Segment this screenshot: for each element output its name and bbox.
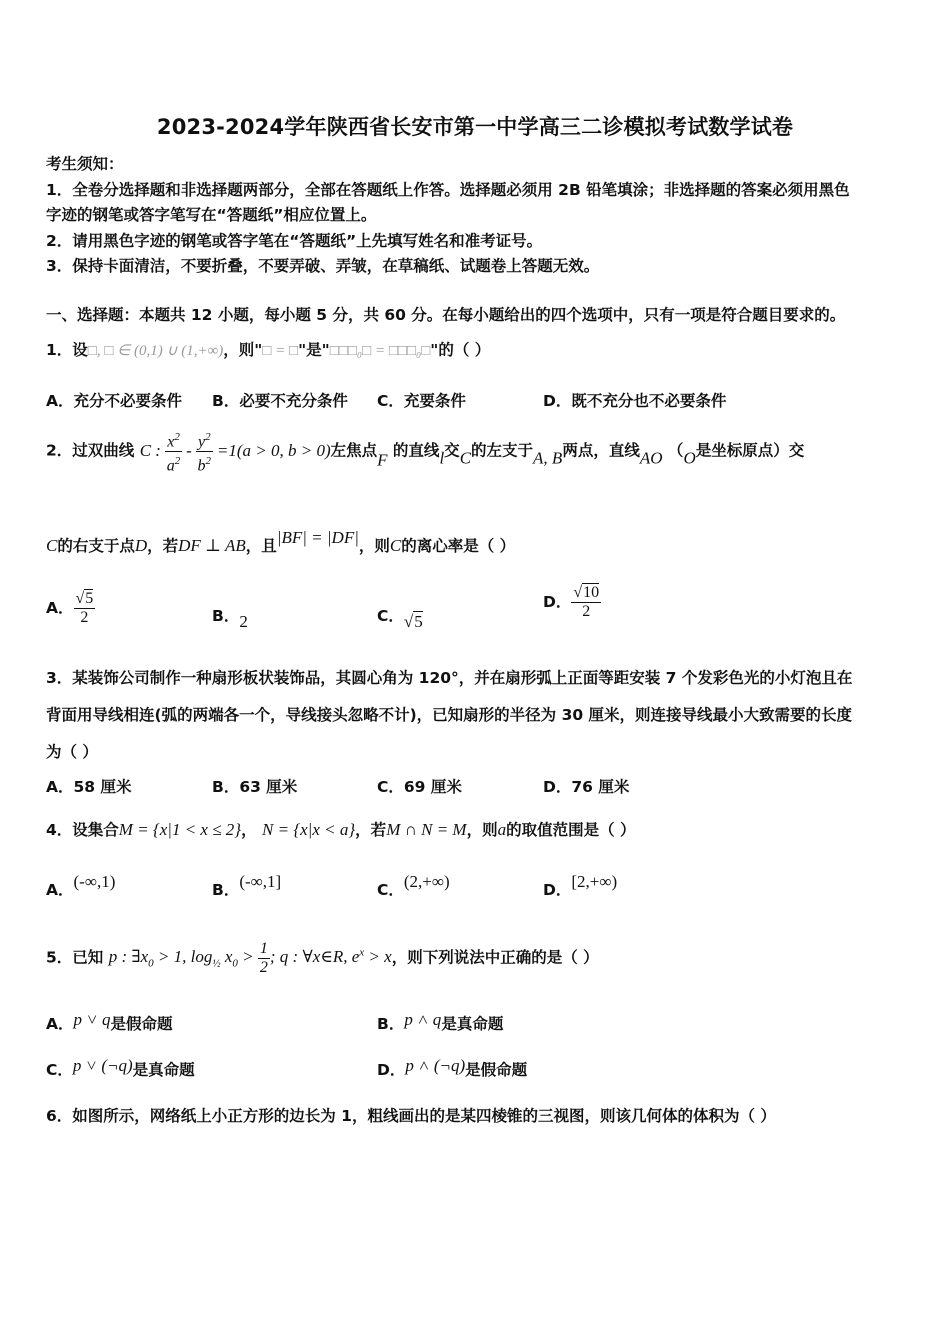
- q5-option-c-label: C．: [46, 1061, 73, 1079]
- question-1: [46, 338, 490, 360]
- q4-set-n: N = {x|x < a}: [262, 820, 356, 839]
- q2-l2e: 的离心率是（ ）: [401, 537, 516, 555]
- q2-l2a: 的右支于点: [57, 537, 135, 555]
- q4-set-m: M = {x|1 < x ≤ 2}: [118, 820, 242, 839]
- q4-option-a-label: A．: [46, 881, 74, 899]
- q2-origin-o: O: [683, 448, 696, 468]
- q1-option-b[interactable]: B．必要不充分条件: [212, 392, 348, 410]
- q2-curve-c-2: C: [46, 536, 58, 555]
- q2-option-a-value: $\frac{√5}{2}$: [75, 590, 94, 626]
- q1-option-a[interactable]: A．充分不必要条件: [46, 392, 182, 410]
- q5-option-a[interactable]: [46, 1010, 173, 1034]
- question-4: [46, 818, 636, 840]
- q2-option-b-label: B．: [212, 607, 240, 625]
- q2-t2: 的直线: [392, 441, 440, 460]
- q4-option-b[interactable]: [212, 872, 281, 900]
- q5-option-c-math: p ˅ (¬q): [72, 1056, 133, 1075]
- q4-var-a: a: [497, 820, 507, 839]
- q5-option-b-label: B．: [377, 1015, 405, 1033]
- q5-option-a-label: A．: [46, 1015, 74, 1033]
- q5-option-d-math: p ˄ (¬q): [405, 1056, 466, 1075]
- q1-prefix: 1．设: [46, 341, 88, 359]
- q4-option-c[interactable]: [377, 872, 450, 900]
- q2-t7: 是坐标原点）交: [695, 441, 805, 460]
- q5-option-b-text: 是真命题: [441, 1015, 504, 1033]
- q2-hyperbola-eq: C : $\frac{x^2}{a^2}$ - $\frac{y^2}{b^2}$ =1(a > 0, b > 0): [140, 441, 331, 460]
- q5-prefix: 5．已知: [46, 948, 104, 967]
- question-3-line-3: 为（ ）: [46, 743, 98, 761]
- q2-perp: DF ⊥ AB: [178, 536, 246, 555]
- page-title: 2023-2024学年陕西省长安市第一中学高三二诊模拟考试数学试卷: [156, 115, 794, 139]
- q4-t2: ，若: [355, 821, 387, 839]
- question-2-line-1: [46, 428, 804, 476]
- notice-line-1a: 1．全卷分选择题和非选择题两部分，全部在答题纸上作答。选择题必须用 2B 铅笔填涂；非选择题的答案必须用黑色: [46, 181, 850, 199]
- section-1-heading: 一、选择题：本题共 12 小题，每小题 5 分，共 60 分。在每小题给出的四个选项中，只有一项是符合题目要求的。: [46, 306, 846, 324]
- q5-option-a-text: 是假命题: [110, 1015, 173, 1033]
- q5-option-d-label: D．: [377, 1061, 406, 1079]
- q5-option-a-math: p ˅ q: [73, 1010, 111, 1029]
- q1-eq1: □ = □: [262, 343, 299, 359]
- notice-heading: 考生须知：: [46, 155, 124, 173]
- q5-option-b-math: p ˄ q: [404, 1010, 442, 1029]
- q5-suffix: ，则下列说法中正确的是（ ）: [391, 948, 599, 967]
- q2-t4: 的左支于: [471, 441, 534, 460]
- q2-option-a[interactable]: [46, 590, 95, 627]
- q2-option-b-value: 2: [239, 612, 248, 631]
- q2-option-d[interactable]: [543, 584, 601, 621]
- q2-curve-c-3: C: [389, 536, 402, 555]
- question-2-line-2: [46, 528, 515, 556]
- q3-option-d[interactable]: D．76 厘米: [543, 778, 630, 796]
- question-5: [46, 940, 599, 977]
- q1-mid: ，则": [223, 341, 263, 359]
- q1-mid2: "是": [298, 341, 330, 359]
- q2-equal-lengths: |BF| = |DF|: [276, 528, 359, 547]
- q3-option-a[interactable]: A．58 厘米: [46, 778, 132, 796]
- q2-t1: 左焦点: [330, 441, 378, 460]
- q2-l2d: ，则: [358, 537, 390, 555]
- notice-line-1b: 字迹的钢笔或答字笔写在“答题纸”相应位置上。: [46, 206, 377, 224]
- q5-option-d-text: 是假命题: [465, 1061, 528, 1079]
- q2-option-c[interactable]: [377, 604, 423, 632]
- q1-option-d[interactable]: D．既不充分也不必要条件: [543, 392, 727, 410]
- q3-option-b[interactable]: B．63 厘米: [212, 778, 298, 796]
- q4-option-b-value: (-∞,1]: [239, 872, 282, 891]
- q1-condition: □, □ ∈ (0,1) ∪ (1,+∞): [87, 343, 224, 359]
- q2-points-ab: A, B: [533, 448, 563, 468]
- q5-proposition: p : $\exists x_0 > 1$, $\log_{\frac{1}{2}} x_0$ > $\frac{1}{2}$ ; q : ∀x∈R, $e^x > x$: [108, 940, 392, 976]
- q5-option-b[interactable]: [377, 1010, 503, 1034]
- q4-t3: ，则: [466, 821, 498, 839]
- q4-option-d-label: D．: [543, 881, 572, 899]
- q2-curve-c: C: [459, 448, 472, 468]
- q2-line-l: l: [439, 448, 445, 468]
- q4-option-a[interactable]: [46, 872, 115, 900]
- q2-t5: 两点，直线: [562, 441, 640, 460]
- q4-option-c-label: C．: [377, 881, 404, 899]
- q4-condition: M ∩ N = M: [386, 820, 467, 839]
- q5-option-c-text: 是真命题: [132, 1061, 195, 1079]
- q4-t4: 的取值范围是（ ）: [506, 821, 636, 839]
- q4-option-d[interactable]: [543, 872, 617, 900]
- q2-option-b[interactable]: [212, 604, 248, 632]
- q2-l2c: ，且: [245, 537, 277, 555]
- notice-line-3: 3．保持卡面清洁，不要折叠，不要弄破、弄皱，在草稿纸、试题卷上答题无效。: [46, 257, 600, 275]
- q2-prefix: 2．过双曲线: [46, 441, 135, 460]
- q2-line-ao: AO: [639, 448, 663, 468]
- q2-focus-f: F: [377, 450, 388, 470]
- question-3-line-2: 背面用导线相连(弧的两端各一个，导线接头忽略不计)，已知扇形的半径为 30 厘米，则连接导线最小大致需要的长度: [46, 706, 853, 724]
- q2-t6: （: [667, 441, 684, 460]
- q5-option-d[interactable]: [377, 1056, 527, 1080]
- q2-t3: 交: [444, 441, 460, 460]
- q2-option-c-label: C．: [377, 607, 404, 625]
- q4-option-a-value: (-∞,1): [73, 872, 116, 891]
- q5-option-c[interactable]: [46, 1056, 195, 1080]
- q2-l2b: ，若: [147, 537, 179, 555]
- q4-option-b-label: B．: [212, 881, 240, 899]
- q1-eq2: □□□₀□ = □□□₀□: [329, 343, 431, 359]
- notice-line-2: 2．请用黑色字迹的钢笔或答字笔在“答题纸”上先填写姓名和准考证号。: [46, 232, 543, 250]
- question-3-line-1: 3．某装饰公司制作一种扇形板状装饰品，其圆心角为 120°，并在扇形弧上正面等距安装 7 个发彩色光的小灯泡且在: [46, 669, 853, 687]
- q2-option-d-label: D．: [543, 593, 572, 611]
- q4-prefix: 4．设集合: [46, 821, 119, 839]
- q2-point-d: D: [134, 536, 148, 555]
- q2-option-a-label: A．: [46, 599, 74, 617]
- q4-option-c-value: (2,+∞): [403, 872, 450, 891]
- q4-t1: ，: [241, 821, 257, 839]
- q3-option-c[interactable]: C．69 厘米: [377, 778, 462, 796]
- q4-option-d-value: [2,+∞): [571, 872, 618, 891]
- q2-option-d-value: $\frac{√10}{2}$: [573, 584, 600, 620]
- q1-option-c[interactable]: C．充要条件: [377, 392, 466, 410]
- question-6-line-1: 6．如图所示，网络纸上小正方形的边长为 1，粗线画出的是某四棱锥的三视图，则该几何体的体积为（ ）: [46, 1107, 776, 1125]
- q1-suffix: "的（ ）: [430, 341, 491, 359]
- q2-option-c-value: √5: [403, 612, 423, 631]
